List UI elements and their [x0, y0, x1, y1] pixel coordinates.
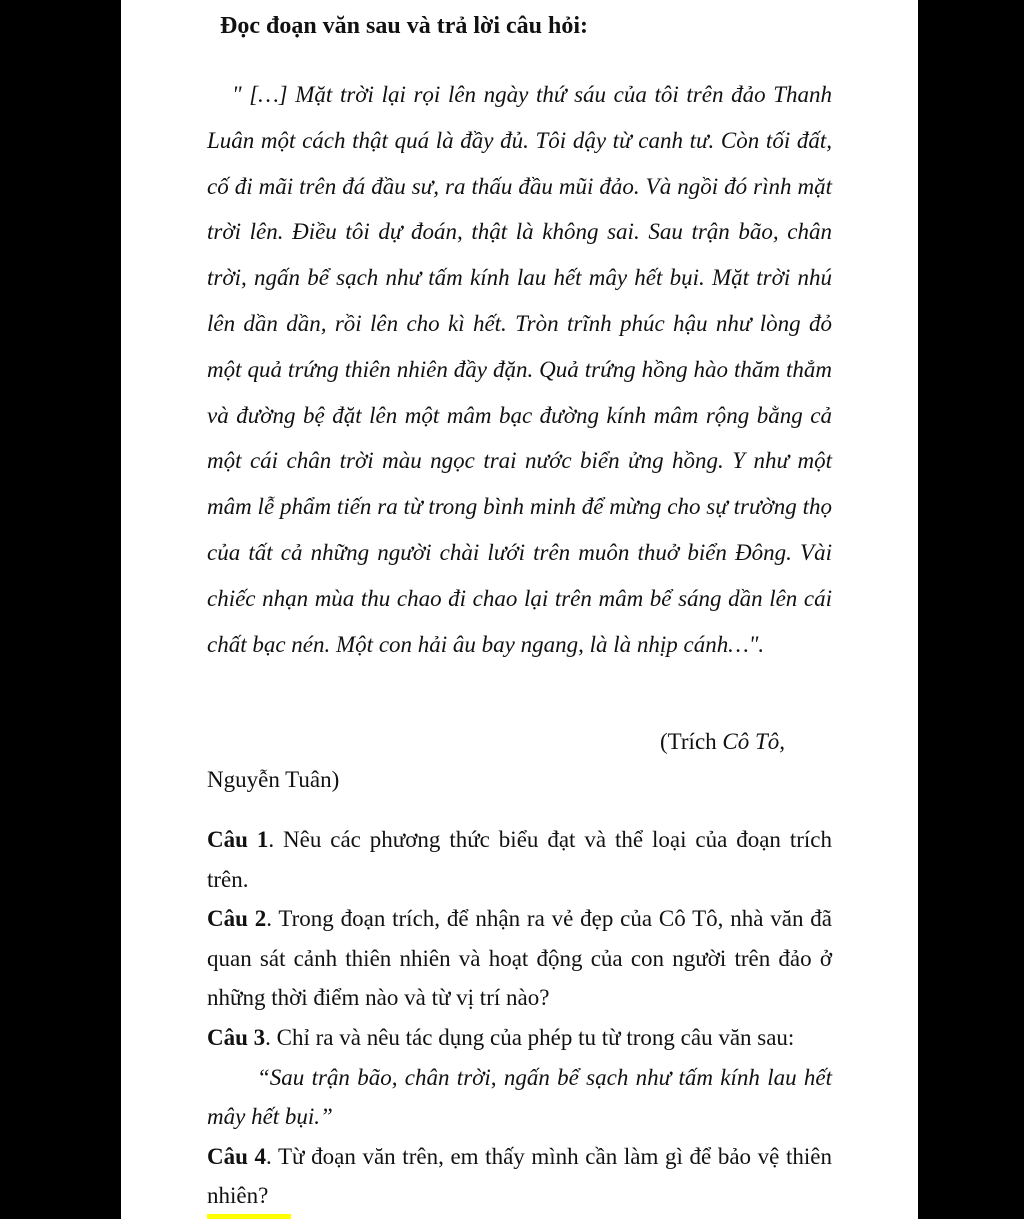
highlight-mark — [207, 1214, 291, 1219]
question-4-text: . Từ đoạn văn trên, em thấy mình cần làm gì để bảo vệ thiên nhiên? — [207, 1143, 832, 1209]
source-citation — [660, 724, 785, 760]
question-4 — [207, 1137, 832, 1216]
question-4-label: Câu 4 — [207, 1143, 267, 1169]
question-1-text: . Nêu các phương thức biểu đạt và thể loại của đoạn trích trên. — [207, 827, 833, 892]
source-author: Nguyễn Tuân) — [207, 767, 340, 792]
page-title: Đọc đoạn văn sau và trả lời câu hỏi: — [220, 13, 588, 39]
source-work-title: Cô Tô, — [722, 729, 786, 754]
question-2-label: Câu 2 — [207, 906, 267, 932]
question-2-text: . Trong đoạn trích, để nhận ra vẻ đẹp của Cô Tô, nhà văn đã quan sát cảnh thiên nhiên và hoạt động của con người trên đảo ở những thời điểm nào và từ vị trí nào? — [207, 906, 833, 1011]
question-3-text: . Chỉ ra và nêu tác dụng của phép tu từ trong câu văn sau: — [265, 1024, 795, 1050]
source-prefix: (Trích — [660, 729, 723, 754]
question-3 — [207, 1018, 832, 1058]
question-1 — [207, 820, 832, 899]
excerpt-passage: " […] Mặt trời lại rọi lên ngày thứ sáu của tôi trên đảo Thanh Luân một cách thật quá là đầy đủ. Tôi dậy từ canh tư. Còn tối đất, cố đi mãi trên đá đầu sư, ra thấu đầu mũi đảo. Và ngồi đó rình mặt trời lên. Điều tôi dự đoán, thật là không sai. Sau trận bão, chân trời, ngấn bể sạch như tấm kính lau hết mây hết bụi. Mặt trời nhú lên dần dần, rồi lên cho kì hết. Tròn trĩnh phúc hậu như lòng đỏ một quả trứng thiên nhiên đầy đặn. Quả trứng hồng hào thăm thẳm và đường bệ đặt lên một mâm bạc đường kính mâm rộng bằng cả một cái chân trời màu ngọc trai nước biển ửng hồng. Y như một mâm lễ phẩm tiến ra từ trong bình minh để mừng cho sự trường thọ của tất cả những người chài lưới trên muôn thuở biển Đông. Vài chiếc nhạn mùa thu chao đi chao lại trên mâm bể sáng dần lên cái chất bạc nén. Một con hải âu bay ngang, là là nhịp cánh…". — [207, 82, 832, 657]
question-2 — [207, 899, 832, 1018]
question-list — [207, 820, 832, 1216]
question-1-label: Câu 1 — [207, 827, 269, 852]
question-3-label: Câu 3 — [207, 1024, 266, 1050]
question-3-quote: “Sau trận bão, chân trời, ngấn bể sạch như tấm kính lau hết mây hết bụi.” — [207, 1064, 832, 1130]
